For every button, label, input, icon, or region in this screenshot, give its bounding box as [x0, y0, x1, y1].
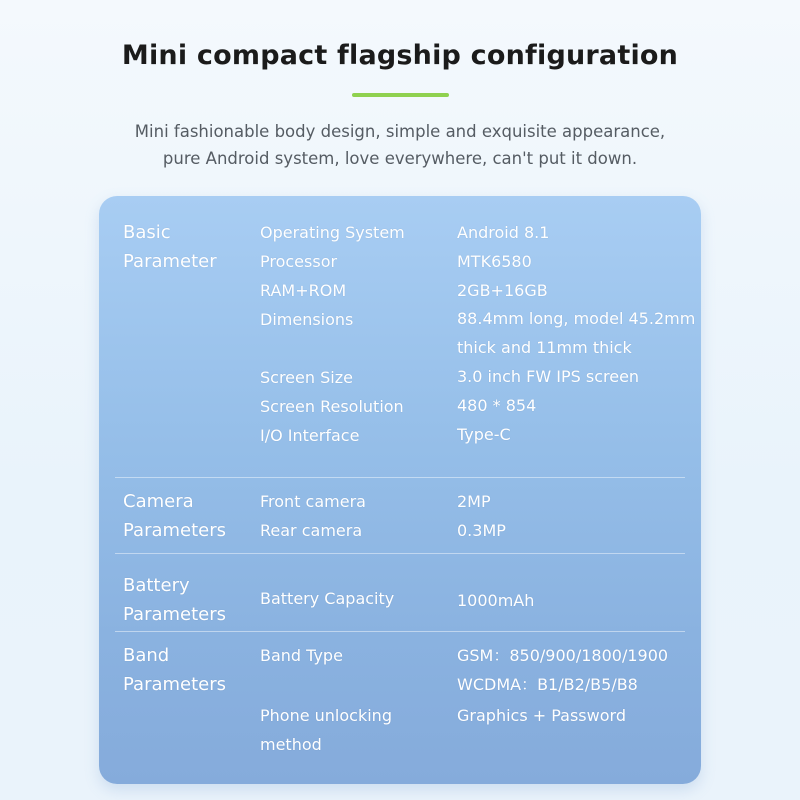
- spec-value: 3.0 inch FW IPS screen: [457, 367, 640, 386]
- spec-label: Operating System: [260, 223, 405, 242]
- spec-value: GSM：850/900/1800/1900: [457, 646, 669, 665]
- category-label: Band: [123, 645, 170, 666]
- category-label: Basic: [123, 222, 171, 243]
- spec-label: Rear camera: [260, 521, 363, 540]
- spec-label: Screen Size: [260, 368, 353, 387]
- spec-label: Band Type: [260, 646, 343, 665]
- spec-label: RAM+ROM: [260, 281, 347, 300]
- spec-value: WCDMA：B1/B2/B5/B8: [457, 675, 638, 694]
- spec-value: 1000mAh: [457, 591, 535, 610]
- spec-value: Android 8.1: [457, 223, 550, 242]
- category-label: Battery: [123, 575, 190, 596]
- spec-label: Phone unlocking: [260, 706, 392, 725]
- spec-card: [99, 196, 701, 784]
- section-divider: [115, 477, 685, 478]
- spec-label: Dimensions: [260, 310, 354, 329]
- category-label: Parameters: [123, 674, 227, 695]
- page-title: Mini compact flagship configuration: [121, 40, 679, 71]
- category-label: Parameters: [123, 604, 227, 625]
- spec-value: Graphics + Password: [457, 706, 626, 725]
- section-divider: [115, 631, 685, 632]
- spec-value: thick and 11mm thick: [457, 338, 632, 357]
- spec-label: Screen Resolution: [260, 397, 404, 416]
- spec-label: I/O Interface: [260, 426, 360, 445]
- subtitle-line-2: pure Android system, love everywhere, can't put it down.: [162, 149, 638, 168]
- spec-label: Battery Capacity: [260, 589, 395, 608]
- spec-label: method: [260, 735, 322, 754]
- category-label: Parameters: [123, 520, 227, 541]
- spec-label: Front camera: [260, 492, 366, 511]
- spec-value: 480 * 854: [457, 396, 537, 415]
- category-label: Camera: [123, 491, 194, 512]
- spec-value: 2GB+16GB: [457, 281, 548, 300]
- title-accent-bar: [352, 93, 449, 97]
- spec-value: 0.3MP: [457, 521, 506, 540]
- page-subtitle: [0, 118, 800, 172]
- spec-value: MTK6580: [457, 252, 532, 271]
- section-divider: [115, 553, 685, 554]
- spec-value: 2MP: [457, 492, 491, 511]
- spec-value: 88.4mm long, model 45.2mm: [457, 309, 696, 328]
- spec-label: Processor: [260, 252, 338, 271]
- spec-value: Type-C: [457, 425, 511, 444]
- category-label: Parameter: [123, 251, 217, 272]
- subtitle-line-1: Mini fashionable body design, simple and exquisite appearance,: [134, 122, 666, 141]
